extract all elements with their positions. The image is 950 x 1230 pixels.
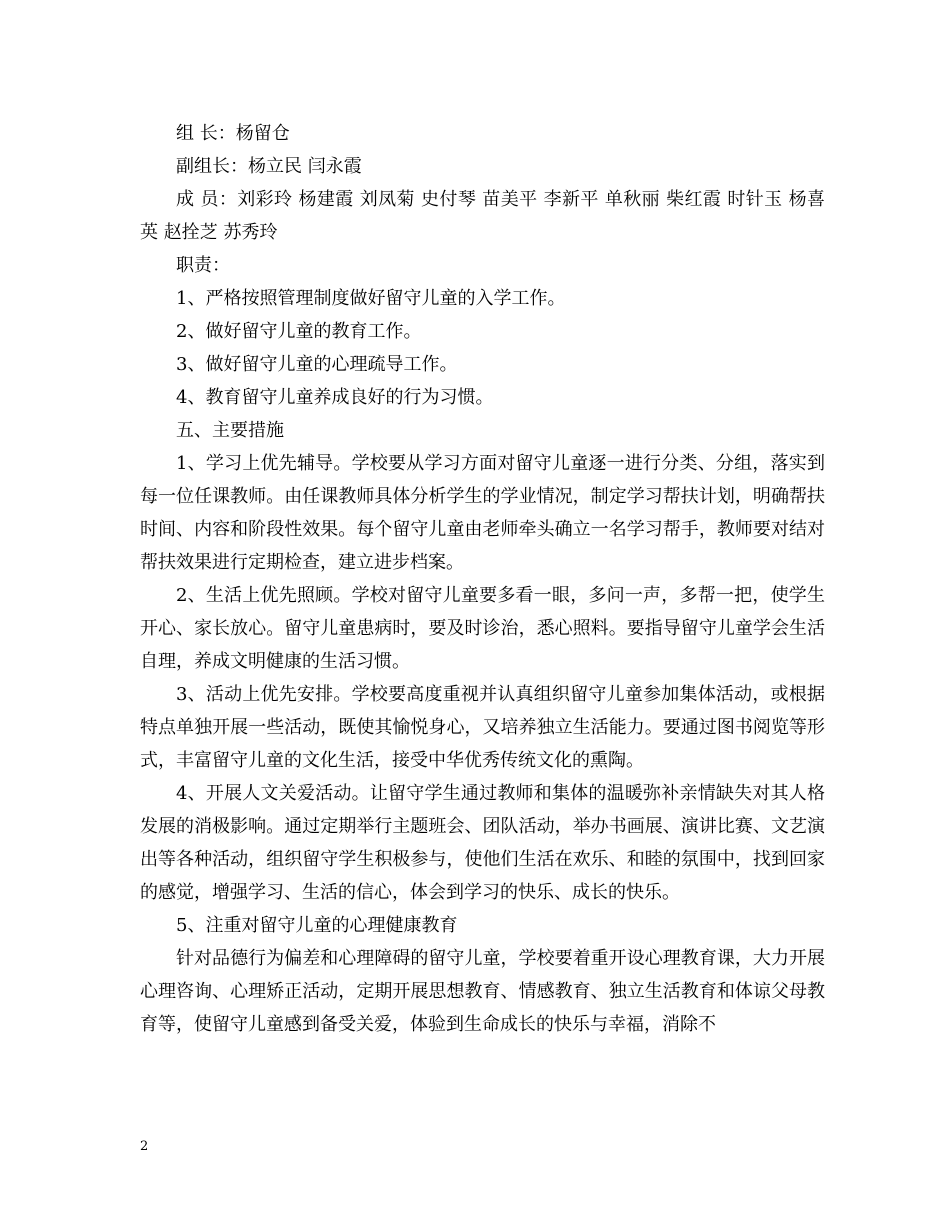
duty-item: 4、教育留守儿童养成良好的行为习惯。 bbox=[176, 387, 494, 408]
duty-item: 1、严格按照管理制度做好留守儿童的入学工作。 bbox=[176, 288, 566, 309]
group-leader: 组 长：杨留仓 bbox=[176, 123, 290, 144]
measure-subheading: 5、注重对留守儿童的心理健康教育 bbox=[176, 915, 458, 936]
group-vice-leader: 副组长：杨立民 闫永霞 bbox=[176, 156, 362, 177]
measure-paragraph: 针对品德行为偏差和心理障碍的留守儿童，学校要着重开设心理教育课，大力开展心理咨询、心理矫正活动，定期开展思想教育、情感教育、独立生活教育和体谅父母教育等，使留守儿童感到备受关爱，体验到生命成长的快乐与幸福，消除不 bbox=[140, 948, 825, 1035]
measures-heading: 五、主要措施 bbox=[176, 420, 284, 441]
measure-paragraph: 4、开展人文关爱活动。让留守学生通过教师和集体的温暖弥补亲情缺失对其人格发展的消极影响。通过定期举行主题班会、团队活动，举办书画展、演讲比赛、文艺演出等各种活动，组织留守学生积极参与，使他们生活在欢乐、和睦的氛围中，找到回家的感觉，增强学习、生活的信心，体会到学习的快乐、成长的快乐。 bbox=[140, 783, 825, 903]
duties-heading: 职责： bbox=[176, 255, 230, 276]
duty-item: 3、做好留守儿童的心理疏导工作。 bbox=[176, 354, 458, 375]
duty-item: 2、做好留守儿童的教育工作。 bbox=[176, 321, 422, 342]
measure-paragraph: 1、学习上优先辅导。学校要从学习方面对留守儿童逐一进行分类、分组，落实到每一位任课教师。由任课教师具体分析学生的学业情况，制定学习帮扶计划，明确帮扶时间、内容和阶段性效果。每个留守儿童由老师牵头确立一名学习帮手，教师要对结对帮扶效果进行定期检查，建立进步档案。 bbox=[140, 453, 825, 573]
measure-paragraph: 3、活动上优先安排。学校要高度重视并认真组织留守儿童参加集体活动，或根据特点单独开展一些活动，既使其愉悦身心，又培养独立生活能力。要通过图书阅览等形式，丰富留守儿童的文化生活，接受中华优秀传统文化的熏陶。 bbox=[140, 684, 825, 771]
document-body bbox=[140, 117, 825, 1041]
group-members: 成 员：刘彩玲 杨建霞 刘凤菊 史付琴 苗美平 李新平 单秋丽 柴红霞 时针玉 杨喜英 赵拴芝 苏秀玲 bbox=[140, 189, 825, 243]
measure-paragraph: 2、生活上优先照顾。学校对留守儿童要多看一眼，多问一声，多帮一把，使学生开心、家长放心。留守儿童患病时，要及时诊治，悉心照料。要指导留守儿童学会生活自理，养成文明健康的生活习惯。 bbox=[140, 585, 825, 672]
page-number: 2 bbox=[140, 1139, 149, 1154]
